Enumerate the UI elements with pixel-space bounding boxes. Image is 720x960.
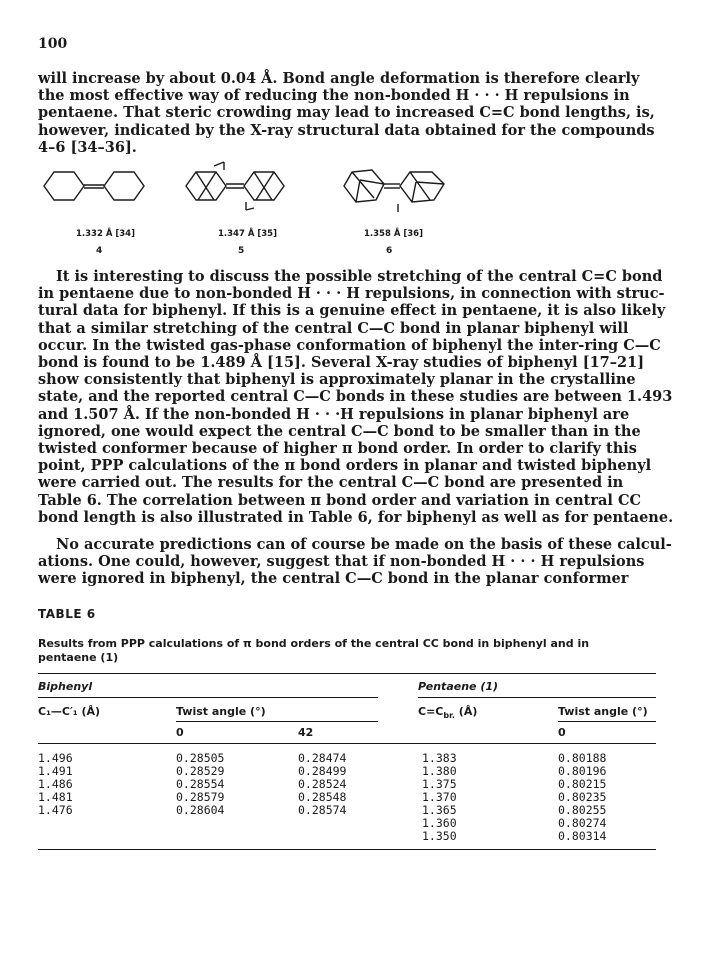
group-rule-pentaene: [418, 697, 656, 698]
text-line: will increase by about 0.04 Å. Bond angle deformation is therefore clearly: [38, 70, 640, 87]
pentaene-order-0: 0.80314: [558, 829, 607, 843]
paragraph-3: [38, 536, 683, 588]
header-biphenyl: Biphenyl: [38, 680, 93, 693]
biphenyl-order-42: 0.28499: [298, 764, 347, 778]
text-line: were carried out. The results for the central C—C bond are presented in: [38, 474, 624, 492]
header-pentaene: Pentaene (1): [418, 680, 499, 693]
text-line: It is interesting to discuss the possible stretching of the central C=C bond: [56, 268, 663, 285]
chemical-structures: [38, 160, 498, 260]
biphenyl-order-0: 0.28579: [176, 790, 225, 804]
header-cc-br-text: C=C: [418, 705, 444, 718]
biphenyl-order-42: 0.28548: [298, 790, 347, 804]
text-line: in pentaene due to non-bonded H · · · H repulsions, in connection with struc-: [38, 285, 665, 303]
header-cc-br-subscript: br.: [443, 711, 455, 721]
table-caption: TABLE 6: [38, 607, 96, 621]
biphenyl-length: 1.491: [38, 764, 73, 778]
biphenyl-order-42: 0.28474: [298, 751, 347, 765]
header-twist-angle-right: Twist angle (°): [558, 705, 648, 718]
structure-4-number: 4: [96, 246, 103, 256]
biphenyl-length: 1.486: [38, 777, 73, 791]
text-line: however, indicated by the X-ray structural data obtained for the compounds: [38, 121, 655, 139]
table-top-rule: [38, 673, 656, 674]
text-line: the most effective way of reducing the non-bonded H · · · H repulsions in: [38, 87, 630, 105]
pentaene-length: 1.370: [422, 790, 457, 804]
header-cc-br-length: [418, 705, 477, 720]
text-line: were ignored in biphenyl, the central C—C bond in the planar conformer: [38, 570, 629, 588]
text-line: tural data for biphenyl. If this is a genuine effect in pentaene, it is also likely: [38, 302, 666, 320]
structure-drawings: [38, 160, 498, 260]
text-line: that a similar stretching of the central C—C bond in planar biphenyl will: [38, 319, 629, 337]
pentaene-length: 1.383: [422, 751, 457, 765]
header-twist-42: 42: [298, 726, 314, 739]
text-line: 4–6 [34–36].: [38, 138, 137, 156]
table-title-line: pentaene (1): [38, 651, 119, 664]
biphenyl-order-42: 0.28524: [298, 777, 347, 791]
pentaene-length: 1.365: [422, 803, 457, 817]
structure-5-number: 5: [238, 246, 245, 256]
header-twist-0: 0: [176, 726, 184, 739]
structure-4-drawing: [44, 172, 144, 200]
structure-4-bond-length: 1.332 Å [34]: [76, 229, 135, 239]
text-line: and 1.507 Å. If the non-bonded H · · ·H repulsions in planar biphenyl are: [38, 405, 630, 423]
text-line: point, PPP calculations of the π bond orders in planar and twisted biphenyl: [38, 457, 652, 475]
structure-5-bond-length: 1.347 Å [35]: [218, 229, 277, 239]
biphenyl-order-0: 0.28604: [176, 803, 225, 817]
pentaene-length: 1.375: [422, 777, 457, 791]
header-twist-right-0: 0: [558, 726, 566, 739]
pentaene-length: 1.360: [422, 816, 457, 830]
structure-5-drawing: [186, 162, 284, 210]
text-line: No accurate predictions can of course be made on the basis of these calcul-: [56, 536, 672, 553]
twist-rule-right: [558, 721, 656, 722]
pentaene-order-0: 0.80215: [558, 777, 607, 791]
text-line: ations. One could, however, suggest that if non-bonded H · · · H repulsions: [38, 553, 645, 571]
biphenyl-length: 1.481: [38, 790, 73, 804]
page-number: 100: [38, 36, 68, 52]
pentaene-order-0: 0.80274: [558, 816, 607, 830]
biphenyl-length: 1.476: [38, 803, 73, 817]
text-line: state, and the reported central C—C bonds in these studies are between 1.493: [38, 388, 673, 406]
pentaene-order-0: 0.80235: [558, 790, 607, 804]
twist-rule-left: [176, 721, 378, 722]
biphenyl-order-42: 0.28574: [298, 803, 347, 817]
header-cc-length: C₁—C′₁ (Å): [38, 705, 101, 718]
pentaene-order-0: 0.80196: [558, 764, 607, 778]
table-title: [38, 637, 678, 665]
pentaene-length: 1.380: [422, 764, 457, 778]
table-bottom-rule: [38, 849, 656, 850]
text-line: pentaene. That steric crowding may lead to increased C=C bond lengths, is,: [38, 104, 655, 122]
structure-6-number: 6: [386, 246, 393, 256]
pentaene-order-0: 0.80255: [558, 803, 607, 817]
biphenyl-length: 1.496: [38, 751, 73, 765]
text-line: occur. In the twisted gas-phase conformation of biphenyl the inter-ring C—C: [38, 336, 661, 354]
text-line: ignored, one would expect the central C—C bond to be smaller than in the: [38, 422, 641, 440]
text-line: Table 6. The correlation between π bond order and variation in central CC: [38, 491, 642, 509]
header-twist-angle-left: Twist angle (°): [176, 705, 266, 718]
biphenyl-order-0: 0.28505: [176, 751, 225, 765]
structure-6-drawing: [344, 170, 444, 212]
biphenyl-order-0: 0.28529: [176, 764, 225, 778]
structure-6-bond-length: 1.358 Å [36]: [364, 229, 423, 239]
paragraph-2: [38, 268, 683, 526]
text-line: twisted conformer because of higher π bond order. In order to clarify this: [38, 440, 637, 458]
text-line: show consistently that biphenyl is approximately planar in the crystalline: [38, 371, 636, 389]
paragraph-1: [38, 70, 683, 156]
text-line: bond is found to be 1.489 Å [15]. Several X-ray studies of biphenyl [17–21]: [38, 354, 645, 372]
group-rule-biphenyl: [38, 697, 378, 698]
table-header-rule: [38, 743, 656, 744]
biphenyl-order-0: 0.28554: [176, 777, 225, 791]
text-line: bond length is also illustrated in Table 6, for biphenyl as well as for pentaene.: [38, 508, 674, 526]
table-title-line: Results from PPP calculations of π bond orders of the central CC bond in biphenyl and in: [38, 637, 590, 650]
pentaene-order-0: 0.80188: [558, 751, 607, 765]
pentaene-length: 1.350: [422, 829, 457, 843]
header-cc-br-unit: (Å): [458, 705, 478, 718]
